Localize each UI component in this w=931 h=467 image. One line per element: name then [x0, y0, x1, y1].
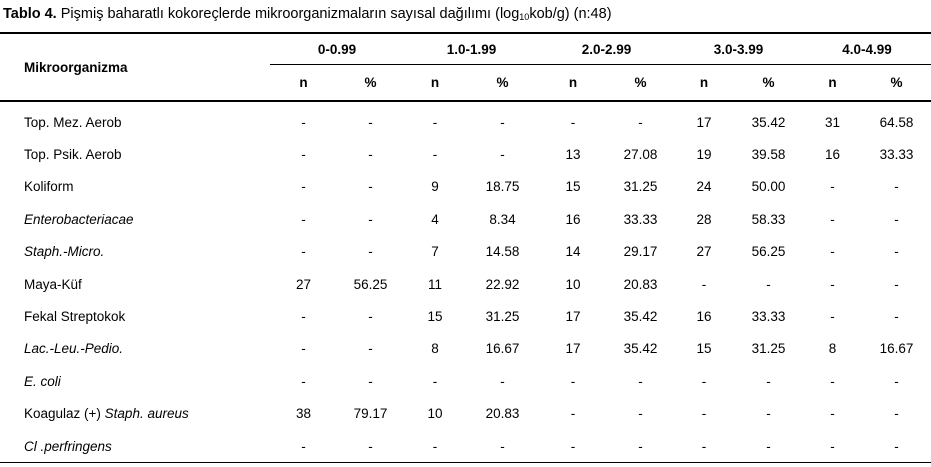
cell-percent: 35.42: [623, 309, 658, 325]
header-n: n: [674, 65, 734, 102]
row-microorganism-name: [0, 203, 270, 235]
cell-count: -: [404, 430, 466, 463]
cell-count: -: [301, 114, 306, 130]
cell-count: 27: [295, 276, 312, 292]
cell-count: -: [301, 309, 306, 325]
cell-count: 8: [431, 341, 439, 357]
cell-count: 4: [431, 211, 439, 227]
row-name-italic-text: Staph. aureus: [104, 406, 189, 422]
header-pct: %: [337, 65, 404, 102]
cell-percent: 35.42: [751, 114, 786, 130]
cell-percent: 33.33: [879, 147, 914, 163]
cell-count: -: [701, 373, 707, 389]
row-microorganism-name: [0, 138, 270, 170]
cell-count: -: [674, 430, 734, 463]
caption-text: Pişmiş baharatlı kokoreçlerde mikroorganizmaların sayısal dağılımı (log: [56, 6, 520, 22]
header-range-3: 3.0-3.99: [674, 33, 803, 65]
cell-count: -: [830, 179, 835, 195]
header-microorganism: Mikroorganizma: [0, 33, 270, 101]
cell-count: 11: [427, 276, 442, 292]
cell-count: -: [301, 341, 306, 357]
cell-percent: -: [894, 373, 899, 389]
cell-count: -: [570, 373, 576, 389]
cell-percent: 14.58: [485, 244, 520, 260]
row-name-text: Koliform: [24, 179, 74, 195]
cell-percent: -: [894, 244, 899, 260]
cell-percent: 18.75: [485, 179, 520, 195]
header-n: n: [270, 65, 337, 102]
table-row: [0, 236, 931, 268]
cell-percent: 79.17: [353, 406, 388, 422]
row-microorganism-name: [0, 333, 270, 365]
header-range-4: 4.0-4.99: [803, 33, 931, 65]
cell-count: 38: [295, 406, 312, 422]
cell-percent: -: [368, 179, 373, 195]
cell-count: -: [301, 244, 306, 260]
row-name-text: Fekal Streptokok: [24, 309, 126, 325]
cell-count: -: [803, 430, 862, 463]
cell-percent: -: [368, 341, 373, 357]
row-name-text: Enterobacteriacae: [24, 211, 134, 227]
cell-count: 16: [565, 211, 581, 227]
cell-count: 27: [696, 244, 712, 260]
cell-percent: -: [500, 147, 505, 163]
cell-count: -: [830, 276, 835, 292]
cell-count: 31: [825, 114, 841, 130]
header-pct: %: [862, 65, 931, 102]
data-table: [0, 32, 931, 463]
cell-percent: 50.00: [751, 179, 786, 195]
table-row: [0, 300, 931, 332]
cell-percent: -: [638, 373, 643, 389]
cell-percent: -: [734, 430, 803, 463]
cell-count: 16: [696, 309, 712, 325]
cell-percent: 56.25: [751, 244, 786, 260]
cell-count: -: [701, 276, 707, 292]
header-pct: %: [466, 65, 539, 102]
cell-count: -: [432, 147, 438, 163]
cell-percent: 39.58: [751, 147, 786, 163]
table-row: [0, 101, 931, 138]
cell-count: 17: [565, 341, 581, 357]
cell-percent: 33.33: [623, 211, 658, 227]
header-n: n: [803, 65, 862, 102]
table-row: [0, 268, 931, 300]
cell-percent: 56.25: [353, 276, 388, 292]
header-n: n: [404, 65, 466, 102]
cell-percent: -: [638, 406, 643, 422]
header-n: n: [539, 65, 607, 102]
cell-count: -: [570, 114, 576, 130]
cell-percent: -: [638, 114, 643, 130]
cell-percent: -: [368, 147, 373, 163]
row-microorganism-name: [0, 236, 270, 268]
cell-count: -: [432, 114, 438, 130]
cell-percent: 31.25: [623, 179, 658, 195]
table-row: [0, 138, 931, 170]
cell-count: 17: [696, 114, 712, 130]
table-row: [0, 203, 931, 235]
cell-percent: 8.34: [489, 211, 516, 227]
header-group-row: [0, 33, 931, 65]
row-microorganism-name: [0, 101, 270, 138]
cell-count: 15: [565, 179, 581, 195]
cell-percent: 31.25: [751, 341, 786, 357]
cell-count: -: [539, 430, 607, 463]
cell-count: 10: [427, 406, 443, 422]
table-body: [0, 101, 931, 463]
cell-count: 24: [696, 179, 712, 195]
cell-count: -: [432, 373, 438, 389]
table-row: [0, 365, 931, 397]
cell-count: 15: [696, 341, 712, 357]
cell-percent: -: [368, 373, 373, 389]
cell-percent: -: [894, 309, 899, 325]
row-microorganism-name: [0, 398, 270, 430]
row-name-text: Staph.-Micro.: [24, 244, 105, 260]
cell-count: 16: [825, 147, 841, 163]
row-name-text: Cl .perfringens: [24, 438, 112, 454]
cell-count: -: [301, 179, 306, 195]
cell-count: 9: [431, 179, 439, 195]
row-name-text: Maya-Küf: [24, 276, 82, 292]
row-name-text: Top. Mez. Aerob: [24, 114, 122, 130]
cell-percent: 33.33: [751, 309, 786, 325]
cell-count: -: [830, 211, 835, 227]
header-pct: %: [734, 65, 803, 102]
cell-count: -: [830, 244, 835, 260]
header-range-0: 0-0.99: [270, 33, 404, 65]
cell-percent: 64.58: [879, 114, 914, 130]
cell-percent: 16.67: [879, 341, 914, 357]
cell-percent: 29.17: [623, 244, 658, 260]
cell-percent: -: [894, 211, 899, 227]
row-microorganism-name: [0, 300, 270, 332]
row-microorganism-name: [0, 268, 270, 300]
cell-percent: -: [337, 430, 404, 463]
cell-percent: -: [894, 406, 899, 422]
cell-count: -: [830, 309, 835, 325]
table-row: [0, 430, 931, 463]
header-range-2: 2.0-2.99: [539, 33, 674, 65]
cell-percent: 16.67: [485, 341, 520, 357]
cell-percent: -: [368, 114, 373, 130]
cell-count: 19: [696, 147, 712, 163]
cell-count: -: [301, 147, 306, 163]
cell-count: -: [270, 430, 337, 463]
cell-percent: 22.92: [485, 276, 520, 292]
cell-percent: -: [894, 179, 899, 195]
row-name-text: E. coli: [24, 373, 61, 389]
cell-percent: -: [500, 373, 505, 389]
cell-percent: -: [368, 244, 373, 260]
row-name-text: Koagulaz (+): [24, 406, 105, 422]
cell-percent: -: [607, 430, 674, 463]
table-caption: [3, 6, 612, 22]
row-name-text: Top. Psik. Aerob: [24, 147, 122, 163]
cell-count: 7: [431, 244, 439, 260]
header-pct: %: [607, 65, 674, 102]
cell-count: -: [301, 211, 306, 227]
cell-percent: -: [466, 430, 539, 463]
cell-percent: -: [368, 211, 373, 227]
table-row: [0, 333, 931, 365]
cell-percent: 20.83: [623, 276, 658, 292]
cell-percent: 20.83: [485, 406, 520, 422]
table-row: [0, 171, 931, 203]
caption-subscript: 10: [519, 12, 530, 22]
row-microorganism-name: [0, 171, 270, 203]
cell-percent: -: [766, 373, 771, 389]
row-name-text: Lac.-Leu.-Pedio.: [24, 341, 124, 357]
cell-count: 14: [565, 244, 581, 260]
table-row: [0, 398, 931, 430]
row-microorganism-name: [0, 365, 270, 397]
cell-percent: 27.08: [623, 147, 658, 163]
cell-count: -: [570, 406, 576, 422]
cell-count: -: [701, 406, 707, 422]
caption-label: Tablo 4.: [3, 6, 57, 22]
cell-percent: 31.25: [485, 309, 520, 325]
cell-percent: -: [862, 430, 931, 463]
row-microorganism-name: [0, 430, 270, 463]
caption-text-end: kob/g) (n:48): [529, 6, 612, 22]
cell-count: 17: [565, 309, 581, 325]
cell-count: 13: [565, 147, 581, 163]
cell-percent: 35.42: [623, 341, 658, 357]
cell-count: 28: [696, 211, 712, 227]
cell-percent: 58.33: [751, 211, 786, 227]
cell-count: 10: [565, 276, 581, 292]
cell-count: -: [830, 406, 835, 422]
cell-percent: -: [368, 309, 373, 325]
cell-count: -: [830, 373, 835, 389]
cell-count: 15: [427, 309, 443, 325]
header-range-1: 1.0-1.99: [404, 33, 539, 65]
cell-percent: -: [894, 276, 899, 292]
cell-percent: -: [766, 276, 771, 292]
cell-percent: -: [766, 406, 771, 422]
cell-count: 8: [828, 341, 837, 357]
cell-count: -: [301, 373, 306, 389]
cell-percent: -: [500, 114, 505, 130]
